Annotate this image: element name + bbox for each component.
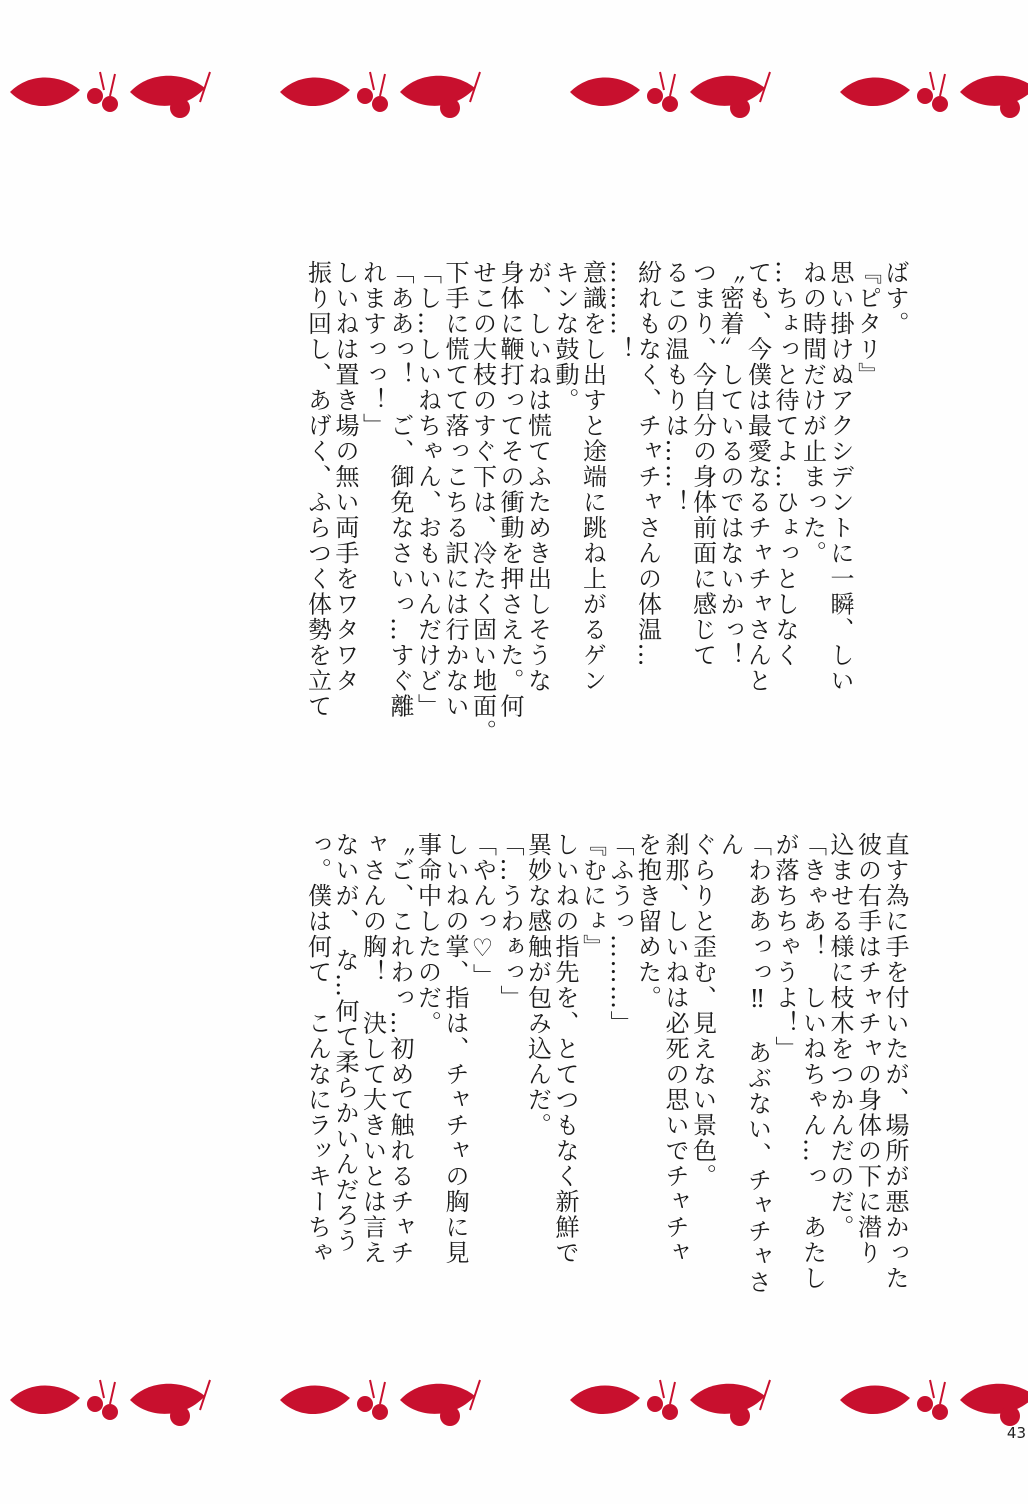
- text-column: しいねの掌、指は、チャチャの胸に見: [441, 832, 469, 1266]
- text-column: 意識をし出すと途端に跳ね上がるゲン: [578, 260, 607, 694]
- top-cherry-border: [0, 52, 1028, 132]
- text-column: ん: [716, 832, 744, 858]
- text-column: 「わああっっ‼ あぶない、チャチャさ: [743, 832, 772, 1295]
- text-column: 〝ご、これわっ…初めて触れるチャチ: [386, 832, 414, 1266]
- page-number: 43: [1006, 1424, 1026, 1442]
- upper-text-block: [303, 260, 909, 745]
- text-column: ばす。: [881, 260, 909, 337]
- text-column: 「ふうっ………」: [606, 832, 634, 1036]
- text-column: 振り回し、あげく、ふらつく体勢を立て: [303, 260, 332, 719]
- text-column: 「やんっ♡」: [468, 832, 497, 989]
- text-column: ………！: [606, 260, 634, 362]
- text-column: 込ませる様に枝木をつかんだのだ。: [826, 832, 854, 1240]
- text-column: るこの温もりは……！: [661, 260, 689, 515]
- text-column: 下手に慌てて落っこちる訳には行かない: [441, 260, 469, 719]
- text-column: ないが、 な…何て柔らかいんだろう: [331, 832, 359, 1254]
- text-column: ても、今僕は最愛なるチャチャさんと: [743, 260, 772, 694]
- text-column: ねの時間だけが止まった。: [798, 260, 827, 566]
- text-column: 思い掛けぬアクシデントに一瞬、しい: [826, 260, 854, 694]
- text-column: 「きゃあ！ しいねちゃん…っ あたし: [798, 832, 827, 1291]
- text-column: 刹那、しいねは必死の思いでチャチャ: [661, 832, 689, 1266]
- text-column: 「し…しいねちゃん、おもいんだけど」: [413, 260, 442, 719]
- text-column: つまり、今自分の身体前面に感じて: [688, 260, 717, 668]
- text-column: 〝密着〟しているのではないかっ！: [716, 260, 744, 668]
- text-column: しいねの指先を、とてつもなく新鮮で: [551, 832, 579, 1266]
- text-column: 異妙な感触が包み込んだ。: [523, 832, 552, 1138]
- text-column: …ちょっと待てよ…ひょっとしなく: [771, 260, 799, 668]
- text-column: 「ああっ！ ご、御免なさいっ…すぐ離: [386, 260, 414, 719]
- text-column: ャさんの胸！ 決して大きいとは言え: [358, 832, 387, 1266]
- text-column: しいねは置き場の無い両手をワタワタ: [331, 260, 359, 694]
- text-column: が落ちちゃうよ！」: [771, 832, 799, 1062]
- text-column: 『むにょ』: [578, 832, 607, 960]
- text-column: が、しいねは慌てふためき出しそうな: [523, 260, 552, 694]
- bottom-cherry-border: [0, 1360, 1028, 1440]
- lower-text-block: [303, 832, 909, 1295]
- text-column: 『ピタリ』: [853, 260, 882, 388]
- text-column: れますっっ！」: [358, 260, 387, 439]
- text-column: 「…うわぁっ」: [496, 832, 524, 1011]
- text-column: せこの大枝のすぐ下は、冷たく固い地面。: [468, 260, 497, 745]
- text-column: 彼の右手はチャチャの身体の下に潜り: [853, 832, 882, 1266]
- text-column: っ。僕は何て こんなにラッキーちゃ: [303, 832, 332, 1266]
- cherry-leaf-border-icon: [0, 52, 1028, 132]
- cherry-leaf-border-icon: [0, 1360, 1028, 1440]
- text-column: 身体に鞭打ってその衝動を押さえた。何: [496, 260, 524, 719]
- text-column: 紛れもなく、チャチャさんの体温…: [633, 260, 662, 668]
- text-column: キンな鼓動。: [551, 260, 579, 413]
- text-column: 事命中したのだ。: [413, 832, 442, 1036]
- text-column: 直す為に手を付いたが、場所が悪かった: [881, 832, 909, 1291]
- text-column: を抱き留めた。: [633, 832, 662, 1011]
- text-column: ぐらりと歪む、見えない景色。: [688, 832, 717, 1189]
